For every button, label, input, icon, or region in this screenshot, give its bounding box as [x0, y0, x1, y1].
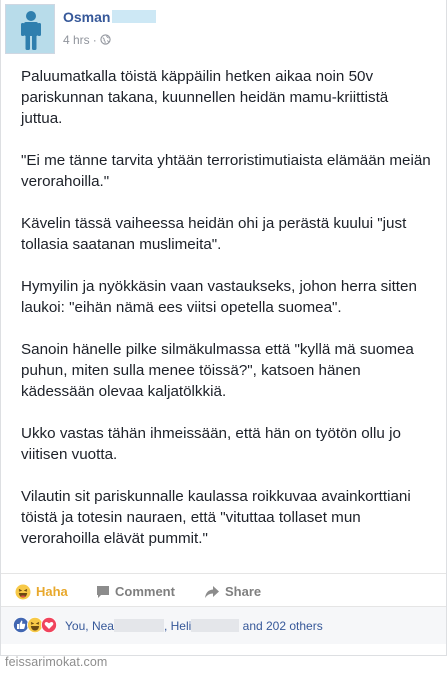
- redacted-surname: [112, 10, 156, 23]
- redacted-name: [191, 619, 239, 632]
- avatar[interactable]: [5, 4, 55, 54]
- post-paragraph: Hymyilin ja nyökkäsin vaan vastaukseks, johon herra sitten laukoi: "eihän nämä ees viitsi opetella suomea".: [21, 278, 417, 316]
- share-label: Share: [225, 584, 262, 600]
- globe-icon[interactable]: [100, 34, 111, 45]
- share-button[interactable]: [204, 583, 261, 599]
- watermark: feissarimokat.com: [5, 655, 108, 669]
- reactor-you[interactable]: You,: [65, 619, 89, 633]
- reactor-name[interactable]: Nea: [91, 619, 114, 633]
- comment-icon: [96, 585, 110, 599]
- action-bar: [1, 573, 446, 607]
- reactor-separator: ,: [163, 619, 171, 633]
- redacted-name: [114, 619, 164, 632]
- post-paragraph: Sanoin hänelle pilke silmäkulmassa että "kyllä mä suomea puhun, miten sulla menee töissä?", katsoen hänen kädessään olevaa kaljatölkkiä.: [21, 341, 414, 400]
- reactor-others[interactable]: and 202 others: [242, 619, 323, 633]
- comment-label: Comment: [115, 584, 175, 600]
- meta-separator: ·: [92, 33, 97, 47]
- author-name[interactable]: [63, 9, 156, 25]
- haha-label: Haha: [36, 584, 68, 600]
- haha-reaction-button[interactable]: [15, 583, 68, 600]
- post-paragraph: Ukko vastas tähän ihmeissään, että hän on työtön ollu jo viitisen vuotta.: [21, 425, 401, 463]
- post-paragraph: Kävelin tässä vaiheessa heidän ohi ja perästä kuului "just tollasia saatanan muslimeita".: [21, 215, 407, 253]
- reactors-text[interactable]: [65, 619, 323, 633]
- post-paragraph: Paluumatkalla töistä käppäilin hetken aikaa noin 50v pariskunnan takana, kuunnellen heidän mamu-kriittistä juttua.: [21, 68, 389, 127]
- haha-emoji-icon: [15, 584, 31, 600]
- share-arrow-icon: [204, 585, 220, 599]
- reactions-summary[interactable]: [1, 606, 446, 644]
- post-meta: [63, 33, 111, 47]
- comment-button[interactable]: [96, 583, 175, 599]
- post-paragraph: "Ei me tänne tarvita yhtään terroristimutiaista elämään meiän verorahoilla.": [21, 152, 431, 190]
- author-first-name[interactable]: Osman: [63, 9, 111, 25]
- love-icon: [41, 617, 57, 633]
- post-timestamp[interactable]: 4 hrs: [63, 33, 90, 47]
- post-text: [21, 66, 431, 570]
- reactor-name[interactable]: Heli: [170, 619, 192, 633]
- person-silhouette-icon: [6, 5, 54, 53]
- post-paragraph: Vilautin sit pariskunnalle kaulassa roikkuvaa avainkorttiani töistä ja totesin nauraen, että "vituttaa tollaset mun verorahoilla elävät pummit.": [21, 488, 411, 547]
